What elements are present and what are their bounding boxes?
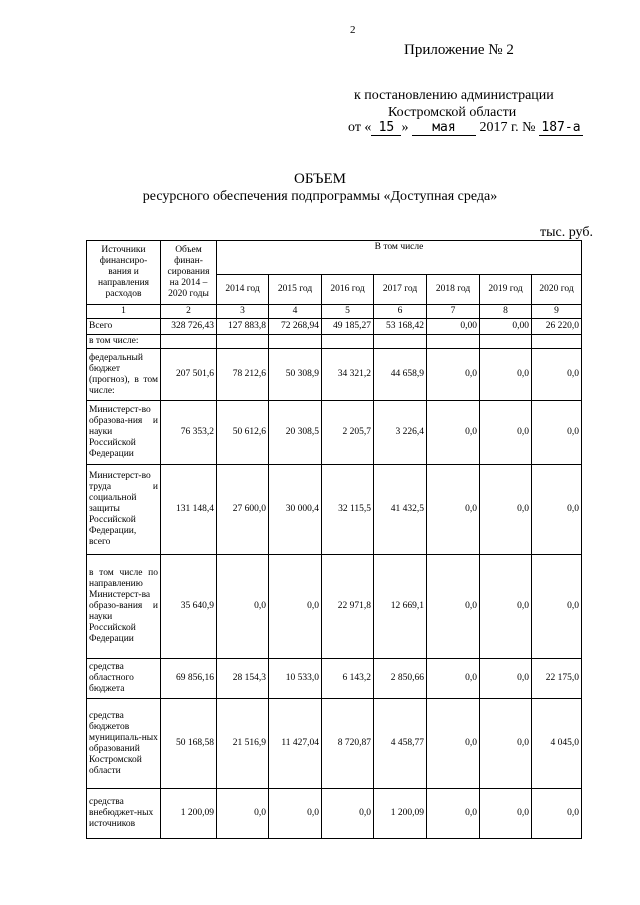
header-total: Объем финан-сирования на 2014 – 2020 годы [161, 241, 217, 305]
appendix-title: Приложение № 2 [404, 42, 514, 58]
table-cell: 207 501,6 [161, 349, 217, 401]
table-cell: 20 308,5 [269, 401, 322, 465]
header-year: 2018 год [427, 275, 480, 305]
row-label: федеральный бюджет (прогноз), в том числе: [87, 349, 161, 401]
column-number: 7 [427, 305, 480, 319]
decree-date-line [348, 120, 583, 136]
row-label: средства внебюджет-ных источников [87, 789, 161, 839]
resource-table [86, 240, 582, 839]
table-cell: 78 212,6 [217, 349, 269, 401]
table-cell: 22 971,8 [322, 555, 374, 659]
table-cell: 0,0 [532, 789, 582, 839]
column-number: 5 [322, 305, 374, 319]
header-year: 2014 год [217, 275, 269, 305]
table-cell: 328 726,43 [161, 319, 217, 335]
including-label: в том числе: [87, 335, 161, 349]
header-year: 2020 год [532, 275, 582, 305]
column-number: 9 [532, 305, 582, 319]
table-cell: 26 220,0 [532, 319, 582, 335]
table-cell: 34 321,2 [322, 349, 374, 401]
decree-month: мая [412, 121, 476, 136]
table-cell: 32 115,5 [322, 465, 374, 555]
table-cell: 0,0 [480, 699, 532, 789]
table-cell: 44 658,9 [374, 349, 427, 401]
header-year: 2019 год [480, 275, 532, 305]
quote-close: » [401, 120, 409, 135]
table-cell: 0,0 [269, 555, 322, 659]
table-cell: 1 200,09 [374, 789, 427, 839]
table-cell: 0,0 [427, 699, 480, 789]
header-including: В том числе [217, 241, 582, 275]
table-cell: 0,0 [480, 465, 532, 555]
table-cell: 0,0 [532, 349, 582, 401]
table-cell: 10 533,0 [269, 659, 322, 699]
table-cell: 0,0 [427, 349, 480, 401]
decree-day: 15 [371, 121, 401, 136]
table-cell: 0,0 [427, 401, 480, 465]
column-number: 2 [161, 305, 217, 319]
table-cell: 0,0 [269, 789, 322, 839]
table-cell: 131 148,4 [161, 465, 217, 555]
row-label: в том числе по направлению Министерст-ва образо-вания и науки Российской Федерации [87, 555, 161, 659]
table-cell: 0,0 [480, 789, 532, 839]
header-year: 2015 год [269, 275, 322, 305]
table-cell: 4 045,0 [532, 699, 582, 789]
table-cell: 4 458,77 [374, 699, 427, 789]
table-cell: 30 000,4 [269, 465, 322, 555]
table-cell: 8 720,87 [322, 699, 374, 789]
table-cell: 69 856,16 [161, 659, 217, 699]
table-cell: 50 612,6 [217, 401, 269, 465]
table-cell: 50 308,9 [269, 349, 322, 401]
decree-year: 2017 г. № [479, 120, 536, 135]
table-cell: 49 185,27 [322, 319, 374, 335]
table-cell: 53 168,42 [374, 319, 427, 335]
table-cell: 72 268,94 [269, 319, 322, 335]
page-number: 2 [350, 24, 356, 36]
table-cell: 0,00 [480, 319, 532, 335]
table-cell: 6 143,2 [322, 659, 374, 699]
document-title: ОБЪЕМ [294, 171, 346, 187]
header-year: 2017 год [374, 275, 427, 305]
table-cell: 127 883,8 [217, 319, 269, 335]
table-cell: 0,0 [480, 555, 532, 659]
table-cell: 0,0 [322, 789, 374, 839]
column-number: 8 [480, 305, 532, 319]
table-cell: 76 353,2 [161, 401, 217, 465]
table-cell: 21 516,9 [217, 699, 269, 789]
row-label: средства бюджетов муниципаль-ных образований Костромской области [87, 699, 161, 789]
table-cell: 0,0 [217, 789, 269, 839]
row-label: Министерст-во труда и социальной защиты Российской Федерации, всего [87, 465, 161, 555]
table-cell: 12 669,1 [374, 555, 427, 659]
table-cell: 35 640,9 [161, 555, 217, 659]
column-number: 3 [217, 305, 269, 319]
table-cell: 0,0 [480, 659, 532, 699]
unit-label: тыс. руб. [540, 225, 593, 240]
table-cell: 0,0 [532, 401, 582, 465]
table-cell: 50 168,58 [161, 699, 217, 789]
header-sources: Источники финансиро-вания и направления расходов [87, 241, 161, 305]
total-row-label: Всего [87, 319, 161, 335]
table-cell: 0,00 [427, 319, 480, 335]
table-cell: 1 200,09 [161, 789, 217, 839]
table-cell: 0,0 [427, 789, 480, 839]
table-cell: 11 427,04 [269, 699, 322, 789]
table-cell: 22 175,0 [532, 659, 582, 699]
table-cell: 0,0 [532, 465, 582, 555]
row-label: средства областного бюджета [87, 659, 161, 699]
table-cell: 0,0 [427, 465, 480, 555]
column-number: 6 [374, 305, 427, 319]
table-cell: 0,0 [217, 555, 269, 659]
table-cell: 0,0 [532, 555, 582, 659]
table-cell: 27 600,0 [217, 465, 269, 555]
table-cell: 2 850,66 [374, 659, 427, 699]
column-number: 4 [269, 305, 322, 319]
decree-line-1: к постановлению администрации [354, 88, 554, 103]
decree-number: 187-а [539, 121, 583, 136]
header-year: 2016 год [322, 275, 374, 305]
table-cell: 0,0 [480, 349, 532, 401]
column-number: 1 [87, 305, 161, 319]
document-subtitle: ресурсного обеспечения подпрограммы «Доступная среда» [142, 189, 498, 204]
table-cell: 28 154,3 [217, 659, 269, 699]
decree-line-2: Костромской области [388, 105, 517, 120]
table-cell: 41 432,5 [374, 465, 427, 555]
row-label: Министерст-во образова-ния и науки Российской Федерации [87, 401, 161, 465]
table-cell: 0,0 [427, 555, 480, 659]
table-cell: 0,0 [480, 401, 532, 465]
table-cell: 0,0 [427, 659, 480, 699]
table-cell: 3 226,4 [374, 401, 427, 465]
from-prefix: от « [348, 120, 372, 135]
table-cell: 2 205,7 [322, 401, 374, 465]
